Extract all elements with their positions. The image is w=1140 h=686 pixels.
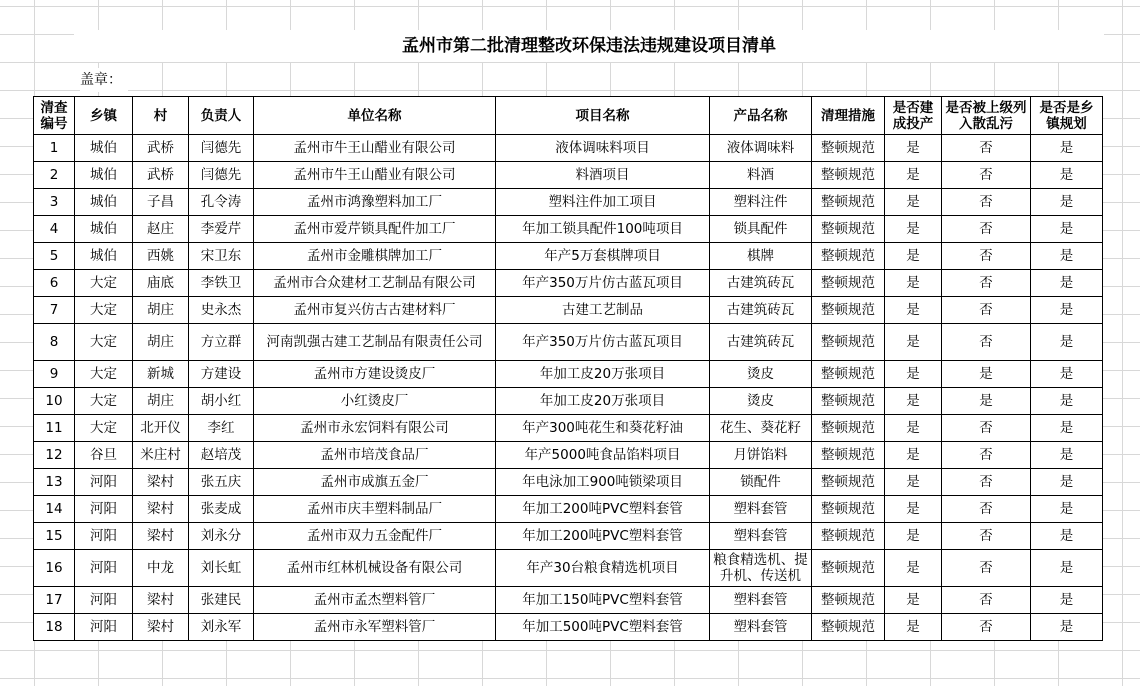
cell-town-planned: 是 bbox=[1031, 469, 1103, 496]
cell-number: 6 bbox=[34, 270, 75, 297]
cell-product: 棋牌 bbox=[710, 243, 812, 270]
cell-responsible: 刘长虹 bbox=[189, 550, 254, 587]
cell-in-production: 是 bbox=[885, 496, 942, 523]
cell-company: 孟州市红林机械设备有限公司 bbox=[254, 550, 496, 587]
cell-town-planned: 是 bbox=[1031, 162, 1103, 189]
cell-in-production: 是 bbox=[885, 270, 942, 297]
cell-project: 年加工200吨PVC塑料套管 bbox=[496, 496, 710, 523]
cell-company: 孟州市鸿豫塑料加工厂 bbox=[254, 189, 496, 216]
header-row bbox=[34, 97, 1103, 135]
table-row bbox=[34, 415, 1103, 442]
cell-responsible: 史永杰 bbox=[189, 297, 254, 324]
cell-listed: 否 bbox=[942, 162, 1031, 189]
cell-town-planned: 是 bbox=[1031, 297, 1103, 324]
table-row bbox=[34, 442, 1103, 469]
cell-town-planned: 是 bbox=[1031, 550, 1103, 587]
cell-measure: 整顿规范 bbox=[812, 614, 885, 641]
cell-town-planned: 是 bbox=[1031, 415, 1103, 442]
cell-measure: 整顿规范 bbox=[812, 415, 885, 442]
cell-in-production: 是 bbox=[885, 324, 942, 361]
cell-company: 孟州市爱芹锁具配件加工厂 bbox=[254, 216, 496, 243]
table-row bbox=[34, 324, 1103, 361]
cell-in-production: 是 bbox=[885, 550, 942, 587]
cell-company: 孟州市合众建材工艺制品有限公司 bbox=[254, 270, 496, 297]
cell-number: 17 bbox=[34, 587, 75, 614]
cell-in-production: 是 bbox=[885, 216, 942, 243]
cell-measure: 整顿规范 bbox=[812, 442, 885, 469]
cell-town-planned: 是 bbox=[1031, 587, 1103, 614]
cell-town-planned: 是 bbox=[1031, 442, 1103, 469]
cell-company: 孟州市培茂食品厂 bbox=[254, 442, 496, 469]
cell-company: 孟州市庆丰塑料制品厂 bbox=[254, 496, 496, 523]
cell-listed: 否 bbox=[942, 189, 1031, 216]
cell-listed: 否 bbox=[942, 270, 1031, 297]
cell-project: 塑料注件加工项目 bbox=[496, 189, 710, 216]
cell-measure: 整顿规范 bbox=[812, 361, 885, 388]
cell-responsible: 李爱芹 bbox=[189, 216, 254, 243]
cell-responsible: 赵培茂 bbox=[189, 442, 254, 469]
cell-in-production: 是 bbox=[885, 442, 942, 469]
cell-in-production: 是 bbox=[885, 523, 942, 550]
cell-number: 14 bbox=[34, 496, 75, 523]
cell-listed: 是 bbox=[942, 361, 1031, 388]
cell-town: 城伯 bbox=[75, 243, 133, 270]
cell-listed: 否 bbox=[942, 216, 1031, 243]
table-row bbox=[34, 270, 1103, 297]
cell-responsible: 刘永分 bbox=[189, 523, 254, 550]
cell-product: 古建筑砖瓦 bbox=[710, 297, 812, 324]
cell-responsible: 方立群 bbox=[189, 324, 254, 361]
cell-town: 河阳 bbox=[75, 587, 133, 614]
cell-village: 新城 bbox=[133, 361, 189, 388]
cell-in-production: 是 bbox=[885, 361, 942, 388]
cell-town: 大定 bbox=[75, 361, 133, 388]
cell-town: 大定 bbox=[75, 415, 133, 442]
cell-town-planned: 是 bbox=[1031, 216, 1103, 243]
cell-listed: 否 bbox=[942, 523, 1031, 550]
cell-product: 花生、葵花籽 bbox=[710, 415, 812, 442]
cell-responsible: 李红 bbox=[189, 415, 254, 442]
cell-company: 孟州市金雕棋牌加工厂 bbox=[254, 243, 496, 270]
table-row bbox=[34, 189, 1103, 216]
cell-project: 年产5000吨食品馅料项目 bbox=[496, 442, 710, 469]
cell-measure: 整顿规范 bbox=[812, 189, 885, 216]
cell-listed: 否 bbox=[942, 324, 1031, 361]
cell-product: 锁配件 bbox=[710, 469, 812, 496]
cell-measure: 整顿规范 bbox=[812, 469, 885, 496]
cell-project: 年产350万片仿古蓝瓦项目 bbox=[496, 324, 710, 361]
cell-project: 年产5万套棋牌项目 bbox=[496, 243, 710, 270]
cell-in-production: 是 bbox=[885, 297, 942, 324]
cell-village: 子昌 bbox=[133, 189, 189, 216]
cell-number: 10 bbox=[34, 388, 75, 415]
table-row bbox=[34, 135, 1103, 162]
cell-town-planned: 是 bbox=[1031, 614, 1103, 641]
table-row bbox=[34, 297, 1103, 324]
cell-measure: 整顿规范 bbox=[812, 324, 885, 361]
table-row bbox=[34, 587, 1103, 614]
cell-measure: 整顿规范 bbox=[812, 270, 885, 297]
cell-listed: 否 bbox=[942, 297, 1031, 324]
header-cell-responsible: 负责人 bbox=[189, 97, 254, 135]
cell-product: 塑料套管 bbox=[710, 614, 812, 641]
cell-measure: 整顿规范 bbox=[812, 162, 885, 189]
table-row bbox=[34, 388, 1103, 415]
cell-responsible: 胡小红 bbox=[189, 388, 254, 415]
cell-village: 西姚 bbox=[133, 243, 189, 270]
cell-town: 河阳 bbox=[75, 550, 133, 587]
cell-listed: 否 bbox=[942, 550, 1031, 587]
cell-number: 5 bbox=[34, 243, 75, 270]
cell-product: 塑料套管 bbox=[710, 523, 812, 550]
cell-responsible: 方建设 bbox=[189, 361, 254, 388]
cell-village: 赵庄 bbox=[133, 216, 189, 243]
cell-village: 胡庄 bbox=[133, 324, 189, 361]
cell-product: 烫皮 bbox=[710, 388, 812, 415]
cell-project: 年电泳加工900吨锁梁项目 bbox=[496, 469, 710, 496]
cell-project: 年加工锁具配件100吨项目 bbox=[496, 216, 710, 243]
cell-company: 孟州市复兴仿古古建材料厂 bbox=[254, 297, 496, 324]
sheet-title: 孟州市第二批清理整改环保违法违规建设项目清单 bbox=[74, 30, 1104, 62]
cell-village: 北开仪 bbox=[133, 415, 189, 442]
cell-village: 梁村 bbox=[133, 496, 189, 523]
header-cell-in-production: 是否建成投产 bbox=[885, 97, 942, 135]
header-cell-product: 产品名称 bbox=[710, 97, 812, 135]
cell-in-production: 是 bbox=[885, 587, 942, 614]
cell-village: 胡庄 bbox=[133, 297, 189, 324]
cell-company: 孟州市永军塑料管厂 bbox=[254, 614, 496, 641]
cell-town: 河阳 bbox=[75, 469, 133, 496]
cell-in-production: 是 bbox=[885, 614, 942, 641]
cell-village: 梁村 bbox=[133, 614, 189, 641]
cell-listed: 否 bbox=[942, 243, 1031, 270]
cell-company: 孟州市孟杰塑料管厂 bbox=[254, 587, 496, 614]
cell-product: 月饼馅料 bbox=[710, 442, 812, 469]
cell-company: 孟州市成旗五金厂 bbox=[254, 469, 496, 496]
cell-measure: 整顿规范 bbox=[812, 587, 885, 614]
cell-village: 中龙 bbox=[133, 550, 189, 587]
cell-project: 年加工皮20万张项目 bbox=[496, 361, 710, 388]
cell-number: 3 bbox=[34, 189, 75, 216]
cell-number: 2 bbox=[34, 162, 75, 189]
cell-town-planned: 是 bbox=[1031, 523, 1103, 550]
cell-town: 城伯 bbox=[75, 189, 133, 216]
cell-town-planned: 是 bbox=[1031, 324, 1103, 361]
cell-town: 谷旦 bbox=[75, 442, 133, 469]
cell-measure: 整顿规范 bbox=[812, 216, 885, 243]
cell-measure: 整顿规范 bbox=[812, 496, 885, 523]
cell-number: 7 bbox=[34, 297, 75, 324]
header-cell-measure: 清理措施 bbox=[812, 97, 885, 135]
cell-town-planned: 是 bbox=[1031, 270, 1103, 297]
cell-responsible: 闫德先 bbox=[189, 162, 254, 189]
cell-responsible: 闫德先 bbox=[189, 135, 254, 162]
cell-project: 液体调味料项目 bbox=[496, 135, 710, 162]
cell-in-production: 是 bbox=[885, 135, 942, 162]
cell-project: 年加工皮20万张项目 bbox=[496, 388, 710, 415]
cell-number: 4 bbox=[34, 216, 75, 243]
stamp-label: 盖章： bbox=[80, 68, 128, 92]
cell-village: 梁村 bbox=[133, 523, 189, 550]
cell-product: 锁具配件 bbox=[710, 216, 812, 243]
cell-responsible: 张麦成 bbox=[189, 496, 254, 523]
cell-town: 大定 bbox=[75, 388, 133, 415]
cell-project: 年产30台粮食精选机项目 bbox=[496, 550, 710, 587]
table-row bbox=[34, 361, 1103, 388]
cell-number: 11 bbox=[34, 415, 75, 442]
cell-project: 年加工150吨PVC塑料套管 bbox=[496, 587, 710, 614]
cell-measure: 整顿规范 bbox=[812, 388, 885, 415]
cell-listed: 是 bbox=[942, 388, 1031, 415]
header-cell-town-planned: 是否是乡镇规划 bbox=[1031, 97, 1103, 135]
cell-town: 大定 bbox=[75, 270, 133, 297]
cell-product: 古建筑砖瓦 bbox=[710, 324, 812, 361]
table-row bbox=[34, 162, 1103, 189]
cell-village: 武桥 bbox=[133, 135, 189, 162]
table-row bbox=[34, 523, 1103, 550]
cell-in-production: 是 bbox=[885, 162, 942, 189]
cell-project: 古建工艺制品 bbox=[496, 297, 710, 324]
cell-company: 孟州市永宏饲料有限公司 bbox=[254, 415, 496, 442]
cell-responsible: 李铁卫 bbox=[189, 270, 254, 297]
cell-number: 16 bbox=[34, 550, 75, 587]
cell-village: 梁村 bbox=[133, 469, 189, 496]
cell-town-planned: 是 bbox=[1031, 361, 1103, 388]
cell-company: 河南凯强古建工艺制品有限责任公司 bbox=[254, 324, 496, 361]
header-cell-listed: 是否被上级列入散乱污 bbox=[942, 97, 1031, 135]
table-row bbox=[34, 216, 1103, 243]
cell-listed: 否 bbox=[942, 496, 1031, 523]
cell-project: 年产300吨花生和葵花籽油 bbox=[496, 415, 710, 442]
cell-in-production: 是 bbox=[885, 469, 942, 496]
header-cell-town: 乡镇 bbox=[75, 97, 133, 135]
cell-listed: 否 bbox=[942, 442, 1031, 469]
cell-listed: 否 bbox=[942, 614, 1031, 641]
cell-product: 烫皮 bbox=[710, 361, 812, 388]
cell-measure: 整顿规范 bbox=[812, 297, 885, 324]
cell-product: 古建筑砖瓦 bbox=[710, 270, 812, 297]
cell-project: 料酒项目 bbox=[496, 162, 710, 189]
cell-measure: 整顿规范 bbox=[812, 135, 885, 162]
cell-number: 13 bbox=[34, 469, 75, 496]
table-row bbox=[34, 614, 1103, 641]
cell-responsible: 张五庆 bbox=[189, 469, 254, 496]
cell-company: 小红烫皮厂 bbox=[254, 388, 496, 415]
cell-listed: 否 bbox=[942, 587, 1031, 614]
cell-measure: 整顿规范 bbox=[812, 523, 885, 550]
header-cell-company: 单位名称 bbox=[254, 97, 496, 135]
cell-product: 塑料套管 bbox=[710, 496, 812, 523]
cell-village: 武桥 bbox=[133, 162, 189, 189]
cell-number: 9 bbox=[34, 361, 75, 388]
cell-town: 城伯 bbox=[75, 135, 133, 162]
cell-town-planned: 是 bbox=[1031, 388, 1103, 415]
cell-product: 料酒 bbox=[710, 162, 812, 189]
cell-number: 8 bbox=[34, 324, 75, 361]
cell-company: 孟州市双力五金配件厂 bbox=[254, 523, 496, 550]
cell-town: 城伯 bbox=[75, 216, 133, 243]
cell-town: 河阳 bbox=[75, 523, 133, 550]
cell-village: 胡庄 bbox=[133, 388, 189, 415]
cell-listed: 否 bbox=[942, 469, 1031, 496]
cell-company: 孟州市方建设烫皮厂 bbox=[254, 361, 496, 388]
cell-company: 孟州市牛王山醋业有限公司 bbox=[254, 162, 496, 189]
cell-company: 孟州市牛王山醋业有限公司 bbox=[254, 135, 496, 162]
cell-town: 河阳 bbox=[75, 496, 133, 523]
cell-number: 12 bbox=[34, 442, 75, 469]
header-cell-village: 村 bbox=[133, 97, 189, 135]
cell-number: 15 bbox=[34, 523, 75, 550]
cell-project: 年加工500吨PVC塑料套管 bbox=[496, 614, 710, 641]
cell-in-production: 是 bbox=[885, 243, 942, 270]
cell-number: 1 bbox=[34, 135, 75, 162]
cell-town-planned: 是 bbox=[1031, 496, 1103, 523]
cell-project: 年产350万片仿古蓝瓦项目 bbox=[496, 270, 710, 297]
table-row bbox=[34, 496, 1103, 523]
cell-measure: 整顿规范 bbox=[812, 243, 885, 270]
cell-village: 庙底 bbox=[133, 270, 189, 297]
cell-town-planned: 是 bbox=[1031, 189, 1103, 216]
cell-in-production: 是 bbox=[885, 388, 942, 415]
cell-responsible: 宋卫东 bbox=[189, 243, 254, 270]
cell-village: 米庄村 bbox=[133, 442, 189, 469]
cell-measure: 整顿规范 bbox=[812, 550, 885, 587]
header-cell-number: 清查编号 bbox=[34, 97, 75, 135]
cell-number: 18 bbox=[34, 614, 75, 641]
cell-product: 粮食精选机、提升机、传送机 bbox=[710, 550, 812, 587]
cell-listed: 否 bbox=[942, 135, 1031, 162]
table-row bbox=[34, 469, 1103, 496]
cell-town: 大定 bbox=[75, 324, 133, 361]
cell-product: 塑料注件 bbox=[710, 189, 812, 216]
cell-town: 大定 bbox=[75, 297, 133, 324]
cell-responsible: 张建民 bbox=[189, 587, 254, 614]
cell-town: 城伯 bbox=[75, 162, 133, 189]
table-row bbox=[34, 243, 1103, 270]
table-row bbox=[34, 550, 1103, 587]
cell-product: 塑料套管 bbox=[710, 587, 812, 614]
header-cell-project: 项目名称 bbox=[496, 97, 710, 135]
project-table bbox=[33, 96, 1103, 641]
cell-listed: 否 bbox=[942, 415, 1031, 442]
cell-responsible: 孔令涛 bbox=[189, 189, 254, 216]
cell-village: 梁村 bbox=[133, 587, 189, 614]
cell-responsible: 刘永军 bbox=[189, 614, 254, 641]
cell-project: 年加工200吨PVC塑料套管 bbox=[496, 523, 710, 550]
cell-town: 河阳 bbox=[75, 614, 133, 641]
cell-in-production: 是 bbox=[885, 415, 942, 442]
cell-in-production: 是 bbox=[885, 189, 942, 216]
cell-product: 液体调味料 bbox=[710, 135, 812, 162]
cell-town-planned: 是 bbox=[1031, 243, 1103, 270]
cell-town-planned: 是 bbox=[1031, 135, 1103, 162]
